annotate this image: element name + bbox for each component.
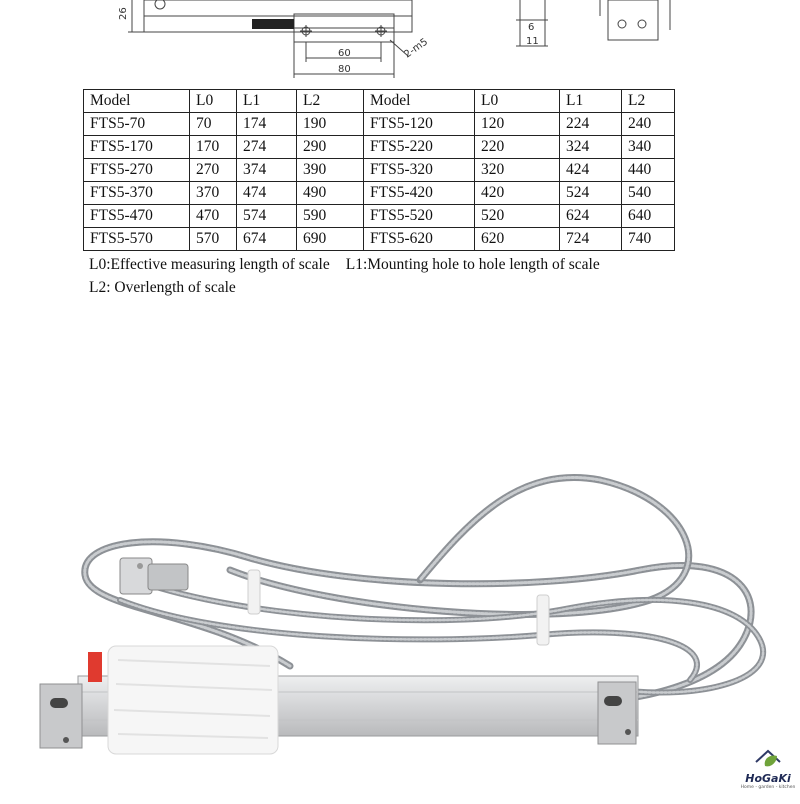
table-cell: 540 xyxy=(622,182,675,205)
table-row xyxy=(84,182,675,205)
table-cell: 190 xyxy=(297,113,364,136)
table-cell: FTS5-470 xyxy=(84,205,190,228)
table-cell: 690 xyxy=(297,228,364,251)
table-cell: 370 xyxy=(190,182,237,205)
table-cell: FTS5-70 xyxy=(84,113,190,136)
table-row xyxy=(84,159,675,182)
table-cell: 270 xyxy=(190,159,237,182)
brand-tagline: Home - garden - kitchen xyxy=(740,785,796,790)
col-l2-2: L2 xyxy=(622,90,675,113)
col-model: Model xyxy=(84,90,190,113)
mount-hole-right xyxy=(604,696,622,706)
table-cell: FTS5-370 xyxy=(84,182,190,205)
table-cell: 174 xyxy=(237,113,297,136)
legend-l2: L2: Overlength of scale xyxy=(89,279,236,296)
table-cell: FTS5-570 xyxy=(84,228,190,251)
table-row xyxy=(84,228,675,251)
table-cell: 520 xyxy=(475,205,560,228)
dim-holes-label: 2-m5 xyxy=(402,36,431,61)
table-cell: 240 xyxy=(622,113,675,136)
table-cell: 724 xyxy=(560,228,622,251)
house-leaf-icon xyxy=(753,748,783,770)
table-cell: 424 xyxy=(560,159,622,182)
product-photo xyxy=(0,440,800,800)
table-cell: 524 xyxy=(560,182,622,205)
table-cell: 570 xyxy=(190,228,237,251)
reading-head xyxy=(88,646,278,754)
table-cell: 120 xyxy=(475,113,560,136)
legend-line-1 xyxy=(89,256,600,274)
legend-line-2 xyxy=(89,279,236,297)
cable-tie xyxy=(248,570,260,614)
dim-height-label: 26 xyxy=(118,7,129,20)
table-cell: FTS5-320 xyxy=(364,159,475,182)
table-cell: 470 xyxy=(190,205,237,228)
legend-l1: L1:Mounting hole to hole length of scale xyxy=(345,256,600,273)
table-cell: 490 xyxy=(297,182,364,205)
table-cell: 224 xyxy=(560,113,622,136)
table-cell: 740 xyxy=(622,228,675,251)
table-cell: 324 xyxy=(560,136,622,159)
dim-hole-pitch-label: 60 xyxy=(338,48,351,59)
table-cell: 574 xyxy=(237,205,297,228)
table-cell: 624 xyxy=(560,205,622,228)
col-l1-2: L1 xyxy=(560,90,622,113)
table-row xyxy=(84,136,675,159)
table-cell: 640 xyxy=(622,205,675,228)
legend-l0: L0:Effective measuring length of scale xyxy=(89,256,330,273)
table-cell: 474 xyxy=(237,182,297,205)
table-cell: 674 xyxy=(237,228,297,251)
table-cell: 590 xyxy=(297,205,364,228)
table-cell: FTS5-220 xyxy=(364,136,475,159)
spec-table xyxy=(83,89,675,251)
table-cell: 620 xyxy=(475,228,560,251)
technical-drawing xyxy=(0,0,800,82)
table-cell: FTS5-170 xyxy=(84,136,190,159)
brand-logo xyxy=(738,748,798,792)
table-row xyxy=(84,113,675,136)
col-model-2: Model xyxy=(364,90,475,113)
dim-small-b-label: 11 xyxy=(526,36,539,47)
table-cell: 70 xyxy=(190,113,237,136)
end-cap-right xyxy=(598,682,636,744)
dim-small-a-label: 6 xyxy=(528,22,535,33)
brand-name: HoGaKi xyxy=(745,772,791,785)
table-cell: 290 xyxy=(297,136,364,159)
table-header-row xyxy=(84,90,675,113)
dim-width-label: 80 xyxy=(338,64,351,75)
col-l2: L2 xyxy=(297,90,364,113)
mount-hole-left xyxy=(50,698,68,708)
table-cell: 320 xyxy=(475,159,560,182)
table-cell: 390 xyxy=(297,159,364,182)
table-cell: FTS5-620 xyxy=(364,228,475,251)
table-cell: 170 xyxy=(190,136,237,159)
table-cell: FTS5-420 xyxy=(364,182,475,205)
table-cell: 374 xyxy=(237,159,297,182)
db9-connector xyxy=(120,558,188,594)
table-cell: FTS5-520 xyxy=(364,205,475,228)
table-cell: 340 xyxy=(622,136,675,159)
col-l0: L0 xyxy=(190,90,237,113)
table-cell: 420 xyxy=(475,182,560,205)
table-row xyxy=(84,205,675,228)
table-cell: 440 xyxy=(622,159,675,182)
table-cell: 220 xyxy=(475,136,560,159)
cable-tie xyxy=(537,595,549,645)
table-cell: 274 xyxy=(237,136,297,159)
end-cap-left xyxy=(40,684,82,748)
col-l1: L1 xyxy=(237,90,297,113)
col-l0-2: L0 xyxy=(475,90,560,113)
table-cell: FTS5-270 xyxy=(84,159,190,182)
table-cell: FTS5-120 xyxy=(364,113,475,136)
